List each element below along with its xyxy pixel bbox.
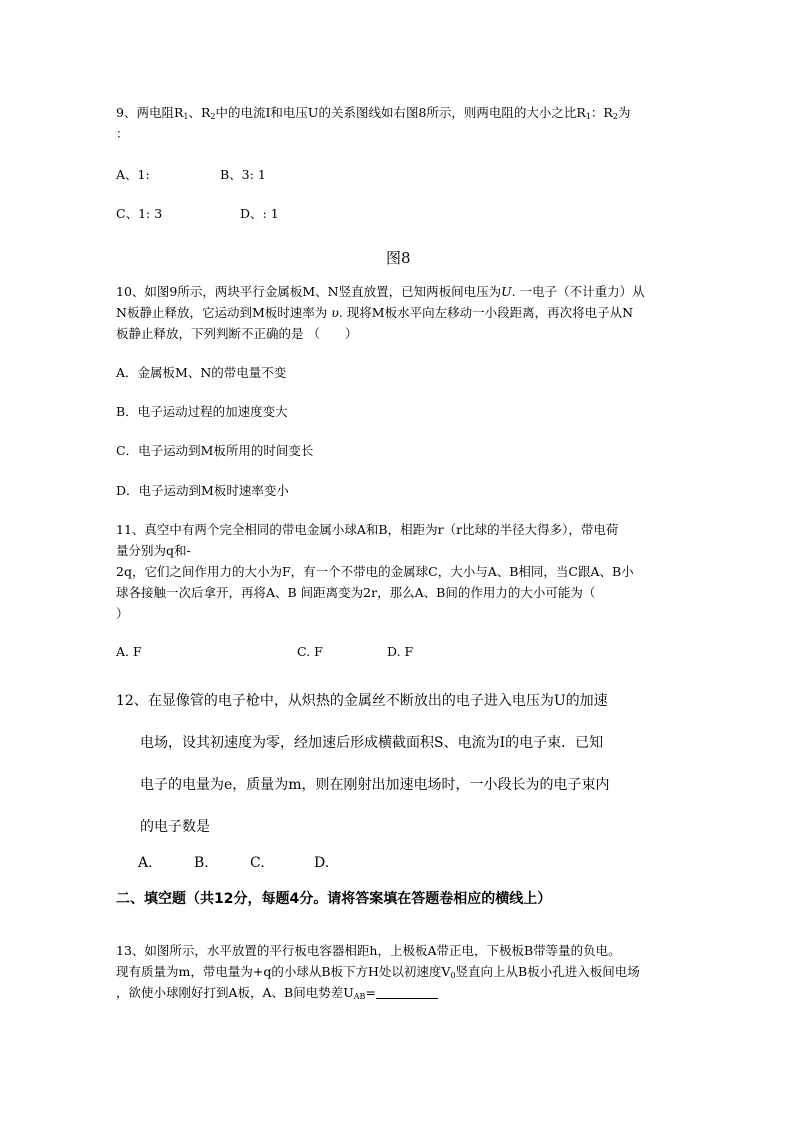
q13-text-a: 现有质量为m，带电量为+q的小球从B板下方H处以初速度V xyxy=(116,964,451,979)
q13-text-d: = xyxy=(365,985,376,1000)
q9-text-e: 为 xyxy=(617,105,631,120)
q9-sub-1: 1 xyxy=(183,112,189,121)
q13-sub-uab: AB xyxy=(353,992,366,1001)
q12-option-d: D. xyxy=(314,855,330,871)
q12-option-b: B. xyxy=(194,855,209,871)
q11-option-d: D. F xyxy=(387,644,414,659)
q10-stem-line3: 板静止释放，下列判断不正确的是 （ ） xyxy=(116,326,358,341)
q12-stem-line3: 电子的电量为e，质量为m，则在刚射出加速电场时，一小段长为的电子束内 xyxy=(140,777,610,793)
q11-option-c: C. F xyxy=(297,644,323,659)
q13-answer-blank[interactable] xyxy=(376,985,438,999)
q10-v-symbol: υ xyxy=(331,305,339,320)
q11-stem-line3: 2q，它们之间作用力的大小为F，有一个不带电的金属球C，大小与A、B相同，当C跟A、B小 xyxy=(116,564,634,579)
q10-option-d: D．电子运动到M板时速率变小 xyxy=(116,483,289,498)
q10-stem-line2 xyxy=(116,303,633,321)
q9-text-a: 9、两电阻R xyxy=(116,105,184,120)
q10-text-d: . 现将M板水平向左移动一小段距离，再次将电子从N xyxy=(338,305,634,320)
q9-text-b: 、R xyxy=(188,105,211,120)
q13-stem-line2 xyxy=(116,962,640,980)
q9-option-d: D、: 1 xyxy=(240,206,279,221)
section-2-heading: 二、填空题（共12分，每题4分。请将答案填在答题卷相应的横线上） xyxy=(116,891,552,907)
q13-text-b: 竖直向上从B板小孔进入板间电场 xyxy=(455,964,640,979)
q10-text-c: N板静止释放，它运动到M板时速率为 xyxy=(116,305,332,320)
q12-option-a: A. xyxy=(138,855,153,871)
q10-text-b: . 一电子（不计重力）从 xyxy=(511,284,645,299)
q12-option-c: C. xyxy=(250,855,265,871)
q9-stem-line2: ： xyxy=(116,126,129,141)
q9-stem xyxy=(116,103,630,121)
q13-stem-line1: 13、如图所示，水平放置的平行板电容器相距h，上极板A带正电，下极板B带等量的负电。 xyxy=(116,943,621,958)
q10-option-b: B．电子运动过程的加速度变大 xyxy=(116,404,288,419)
q11-stem-line5: ） xyxy=(116,606,129,621)
q9-option-a: A、1: xyxy=(116,167,150,182)
q9-sub-4: 2 xyxy=(612,112,618,121)
q9-option-c: C、1: 3 xyxy=(116,206,163,221)
q9-text-c: 中的电流I和电压U的关系图线如右图8所示，则两电阻的大小之比R xyxy=(215,105,586,120)
q13-stem-line3 xyxy=(116,983,438,1001)
q10-text-a: 10、如图9所示，两块平行金属板M、N竖直放置，已知两板间电压为 xyxy=(116,284,502,299)
q9-sub-2: 2 xyxy=(210,112,216,121)
q10-u-symbol: U xyxy=(501,284,512,299)
q11-option-a: A. F xyxy=(116,644,142,659)
q10-option-a: A．金属板M、N的带电量不变 xyxy=(116,365,287,380)
q12-stem-line1: 12、在显像管的电子枪中，从炽热的金属丝不断放出的电子进入电压为U的加速 xyxy=(116,693,608,709)
q11-stem-line4: 球各接触一次后拿开，再将A、B 间距离变为2r，那么A、B间的作用力的大小可能为（ xyxy=(116,585,596,600)
q12-stem-line2: 电场，设其初速度为零，经加速后形成横截面积S、电流为I的电子束．已知 xyxy=(140,735,604,751)
q11-stem-line1: 11、真空中有两个完全相同的带电金属小球A和B，相距为r（r比球的半径大得多），带电荷 xyxy=(116,522,619,537)
q12-stem-line4: 的电子数是 xyxy=(140,819,210,835)
q13-text-c: ，欲使小球刚好打到A板，A、B间电势差U xyxy=(116,985,354,1000)
figure-8-label: 图8 xyxy=(386,249,411,267)
q9-text-d: ：R xyxy=(590,105,613,120)
q13-sub-v0: 0 xyxy=(450,971,456,980)
q9-option-b: B、3: 1 xyxy=(220,167,266,182)
q11-stem-line2: 量分别为q和- xyxy=(116,543,191,558)
q9-sub-3: 1 xyxy=(585,112,591,121)
q10-option-c: C．电子运动到M板所用的时间变长 xyxy=(116,443,314,458)
q10-stem-line1 xyxy=(116,282,645,300)
